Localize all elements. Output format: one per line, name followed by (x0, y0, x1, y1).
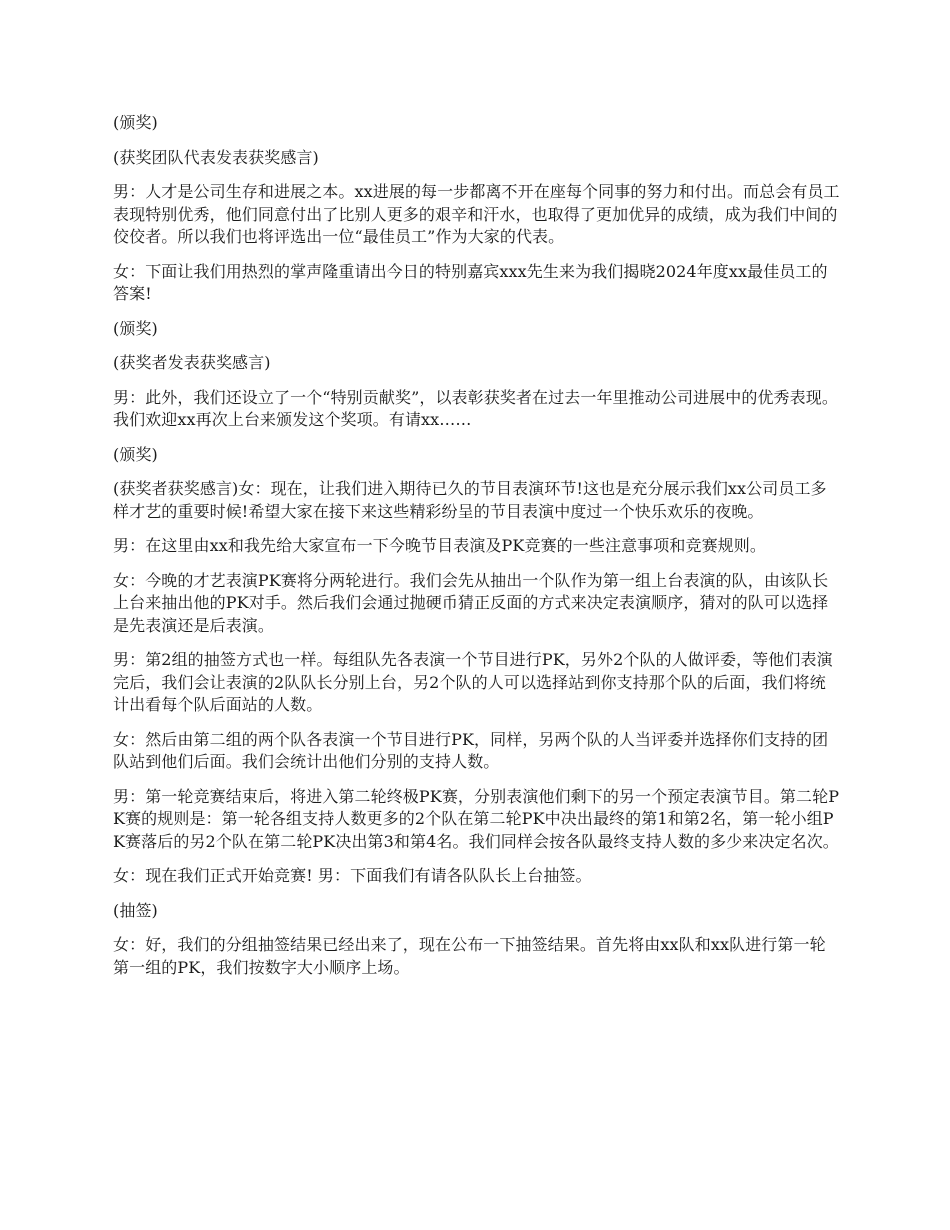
paragraph-award-1: (颁奖) (113, 113, 158, 132)
paragraph-award-2: (颁奖) (113, 318, 158, 338)
paragraph-female-guest: 女：下面让我们用热烈的掌声隆重请出今日的特别嘉宾xxx先生来为我们揭晓2024年度xx最佳员工的答案! (113, 261, 828, 303)
paragraph-female-draw-result: 女：好，我们的分组抽签结果已经出来了，现在公布一下抽签结果。首先将由xx队和xx队进行第一轮第一组的PK，我们按数字大小顺序上场。 (113, 935, 826, 977)
paragraph-male-final-round: 男：第一轮竞赛结束后，将进入第二轮终极PK赛，分别表演他们剩下的另一个预定表演节目。第二轮PK赛的规则是：第一轮各组支持人数更多的2个队在第二轮PK中决出最终的第1和第2名，第一轮小组PK赛落后的另2个队在第二轮PK决出第3和第4名。我们同样会按各队最终支持人数的多少来决定名次。 (113, 786, 840, 851)
paragraph-start-competition: 女：现在我们正式开始竞赛! 男：下面我们有请各队队长上台抽签。 (113, 866, 592, 885)
paragraph-award-3: (颁奖) (113, 444, 158, 464)
paragraph-winner-speech: (获奖者发表获奖感言) (113, 353, 271, 372)
paragraph-male-special-award: 男：此外，我们还设立了一个“特别贡献奖”，以表彰获奖者在过去一年里推动公司进展中的优秀表现。我们欢迎xx再次上台来颁发这个奖项。有请xx…… (113, 387, 838, 429)
paragraph-female-performance: (获奖者获奖感言)女：现在，让我们进入期待已久的节目表演环节!这也是充分展示我们xx公司员工多样才艺的重要时候!希望大家在接下来这些精彩纷呈的节目表演中度过一个快乐欢乐的夜晚。 (113, 479, 827, 521)
paragraph-female-two-rounds: 女：今晚的才艺表演PK赛将分两轮进行。我们会先从抽出一个队作为第一组上台表演的队，由该队长上台来抽出他的PK对手。然后我们会通过抛硬币猜正反面的方式来决定表演顺序，猜对的队可以选择是先表演还是后表演。 (113, 570, 829, 635)
paragraph-team-speech: (获奖团队代表发表获奖感言) (113, 147, 319, 167)
paragraph-female-second-group: 女：然后由第二组的两个队各表演一个节目进行PK，同样，另两个队的人当评委并选择你们支持的团队站到他们后面。我们会统计出他们分别的支持人数。 (113, 729, 829, 771)
document-body (113, 112, 840, 991)
paragraph-draw: (抽签) (113, 900, 158, 920)
paragraph-male-best-employee: 男：人才是公司生存和进展之本。xx进展的每一步都离不开在座每个同事的努力和付出。而总会有员工表现特别优秀，他们同意付出了比别人更多的艰辛和汗水，也取得了更加优异的成绩，成为我们中间的佼佼者。所以我们也将评选出一位“最佳员工”作为大家的代表。 (113, 182, 840, 246)
paragraph-male-group-two: 男：第2组的抽签方式也一样。每组队先各表演一个节目进行PK，另外2个队的人做评委，等他们表演完后，我们会让表演的2队队长分别上台，另2个队的人可以选择站到你支持那个队的后面，我们将统计出看每个队后面站的人数。 (113, 650, 833, 714)
paragraph-male-rules: 男：在这里由xx和我先给大家宣布一下今晚节目表演及PK竞赛的一些注意事项和竞赛规则。 (113, 536, 766, 555)
